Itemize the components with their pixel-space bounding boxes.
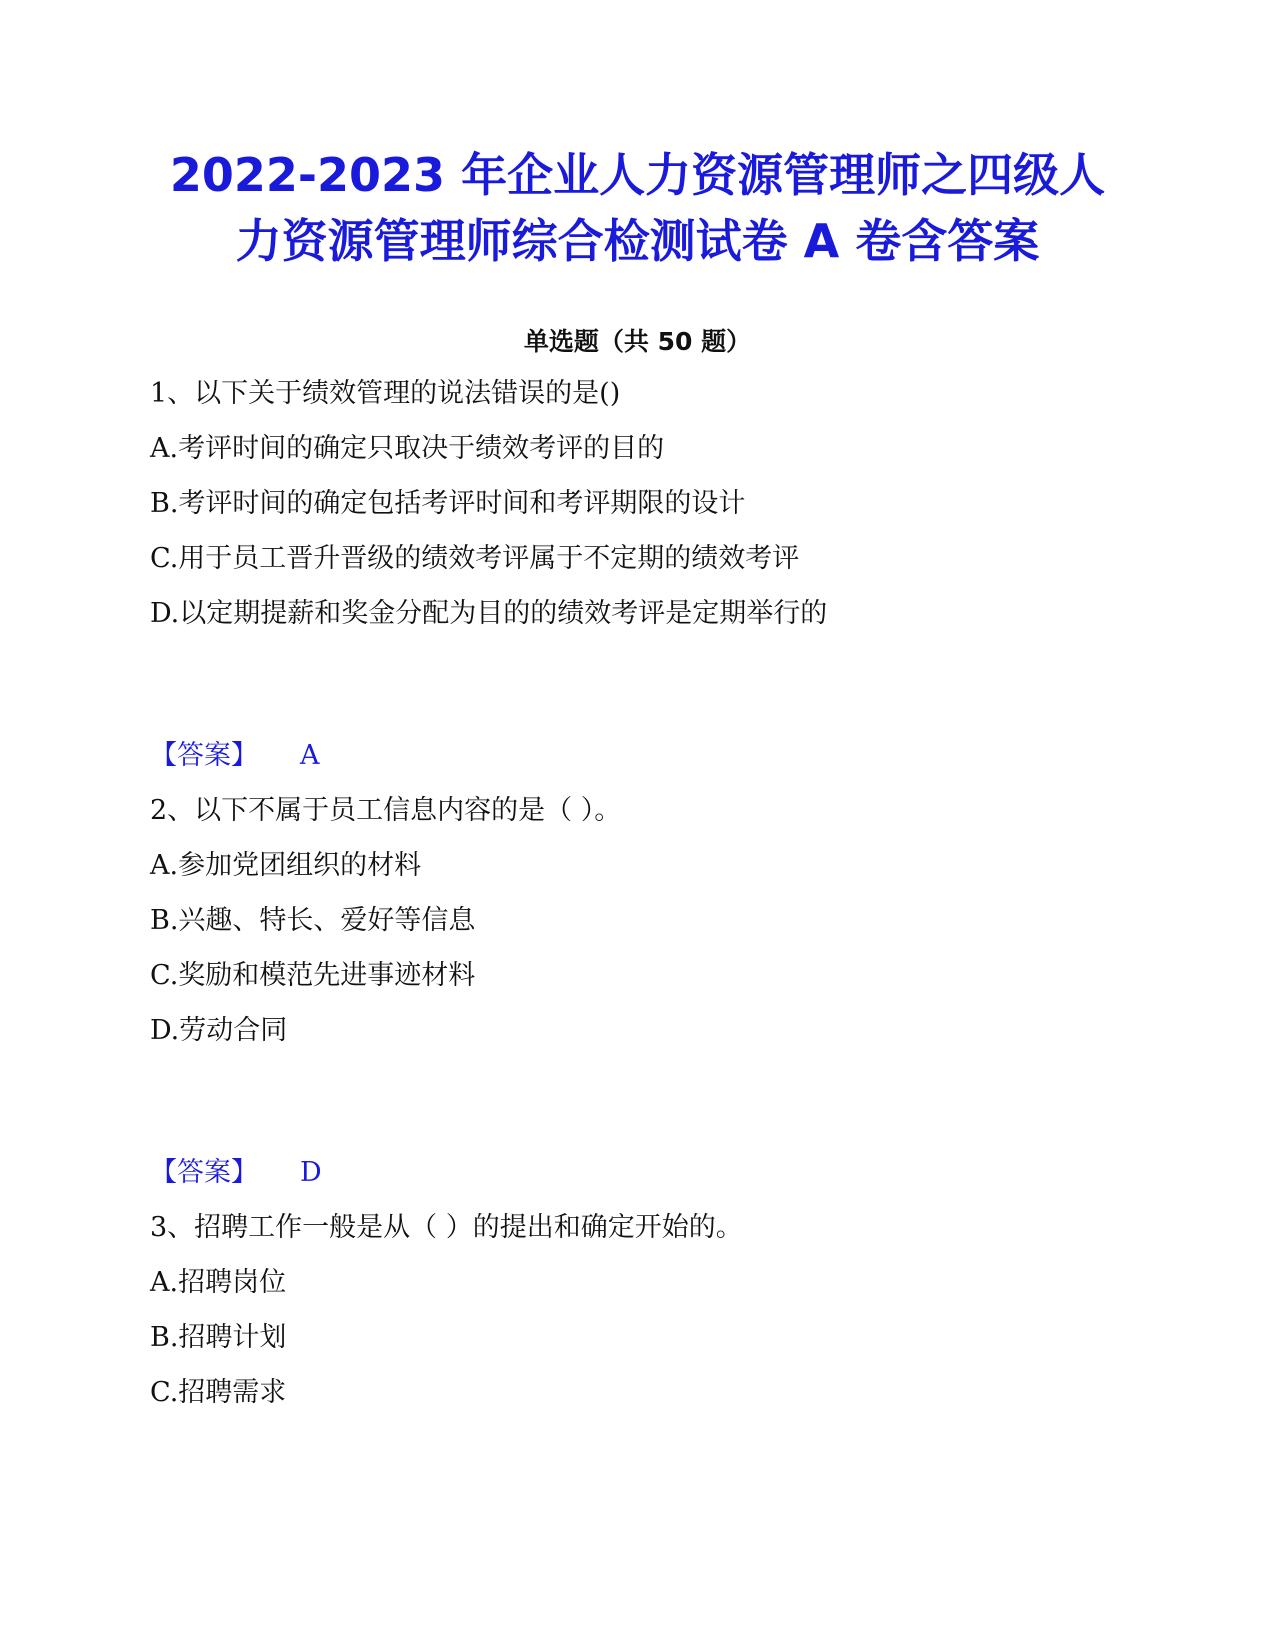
question-3-option-c: C.招聘需求 (150, 1377, 287, 1408)
question-2-stem: 2、以下不属于员工信息内容的是（ ）。 (150, 795, 622, 826)
question-3-option-b: B.招聘计划 (150, 1322, 287, 1353)
question-2-option-d: D.劳动合同 (150, 1015, 288, 1046)
answer-label: 【答案】 (150, 740, 258, 771)
question-3-stem: 3、招聘工作一般是从（ ）的提出和确定开始的。 (150, 1212, 743, 1243)
answer-label: 【答案】 (150, 1157, 258, 1188)
question-2-option-c: C.奖励和模范先进事迹材料 (150, 960, 476, 991)
document-title-line-2: 力资源管理师综合检测试卷 A 卷含答案 (235, 214, 1040, 268)
question-1-answer (150, 738, 320, 774)
question-1-stem: 1、以下关于绩效管理的说法错误的是() (150, 378, 621, 409)
question-1-option-a: A.考评时间的确定只取决于绩效考评的目的 (150, 433, 665, 464)
question-1-option-d: D.以定期提薪和奖金分配为目的的绩效考评是定期举行的 (150, 598, 828, 629)
document-title-line-1: 2022-2023 年企业人力资源管理师之四级人 (169, 148, 1106, 202)
question-2-option-a: A.参加党团组织的材料 (150, 850, 422, 881)
answer-value: A (300, 740, 320, 771)
question-2-option-b: B.兴趣、特长、爱好等信息 (150, 905, 476, 936)
question-1-option-b: B.考评时间的确定包括考评时间和考评期限的设计 (150, 488, 746, 519)
question-1-option-c: C.用于员工晋升晋级的绩效考评属于不定期的绩效考评 (150, 543, 800, 574)
question-2-answer (150, 1155, 322, 1191)
section-heading: 单选题（共 50 题） (523, 327, 752, 356)
answer-value: D (300, 1157, 322, 1188)
question-3-option-a: A.招聘岗位 (150, 1267, 287, 1298)
